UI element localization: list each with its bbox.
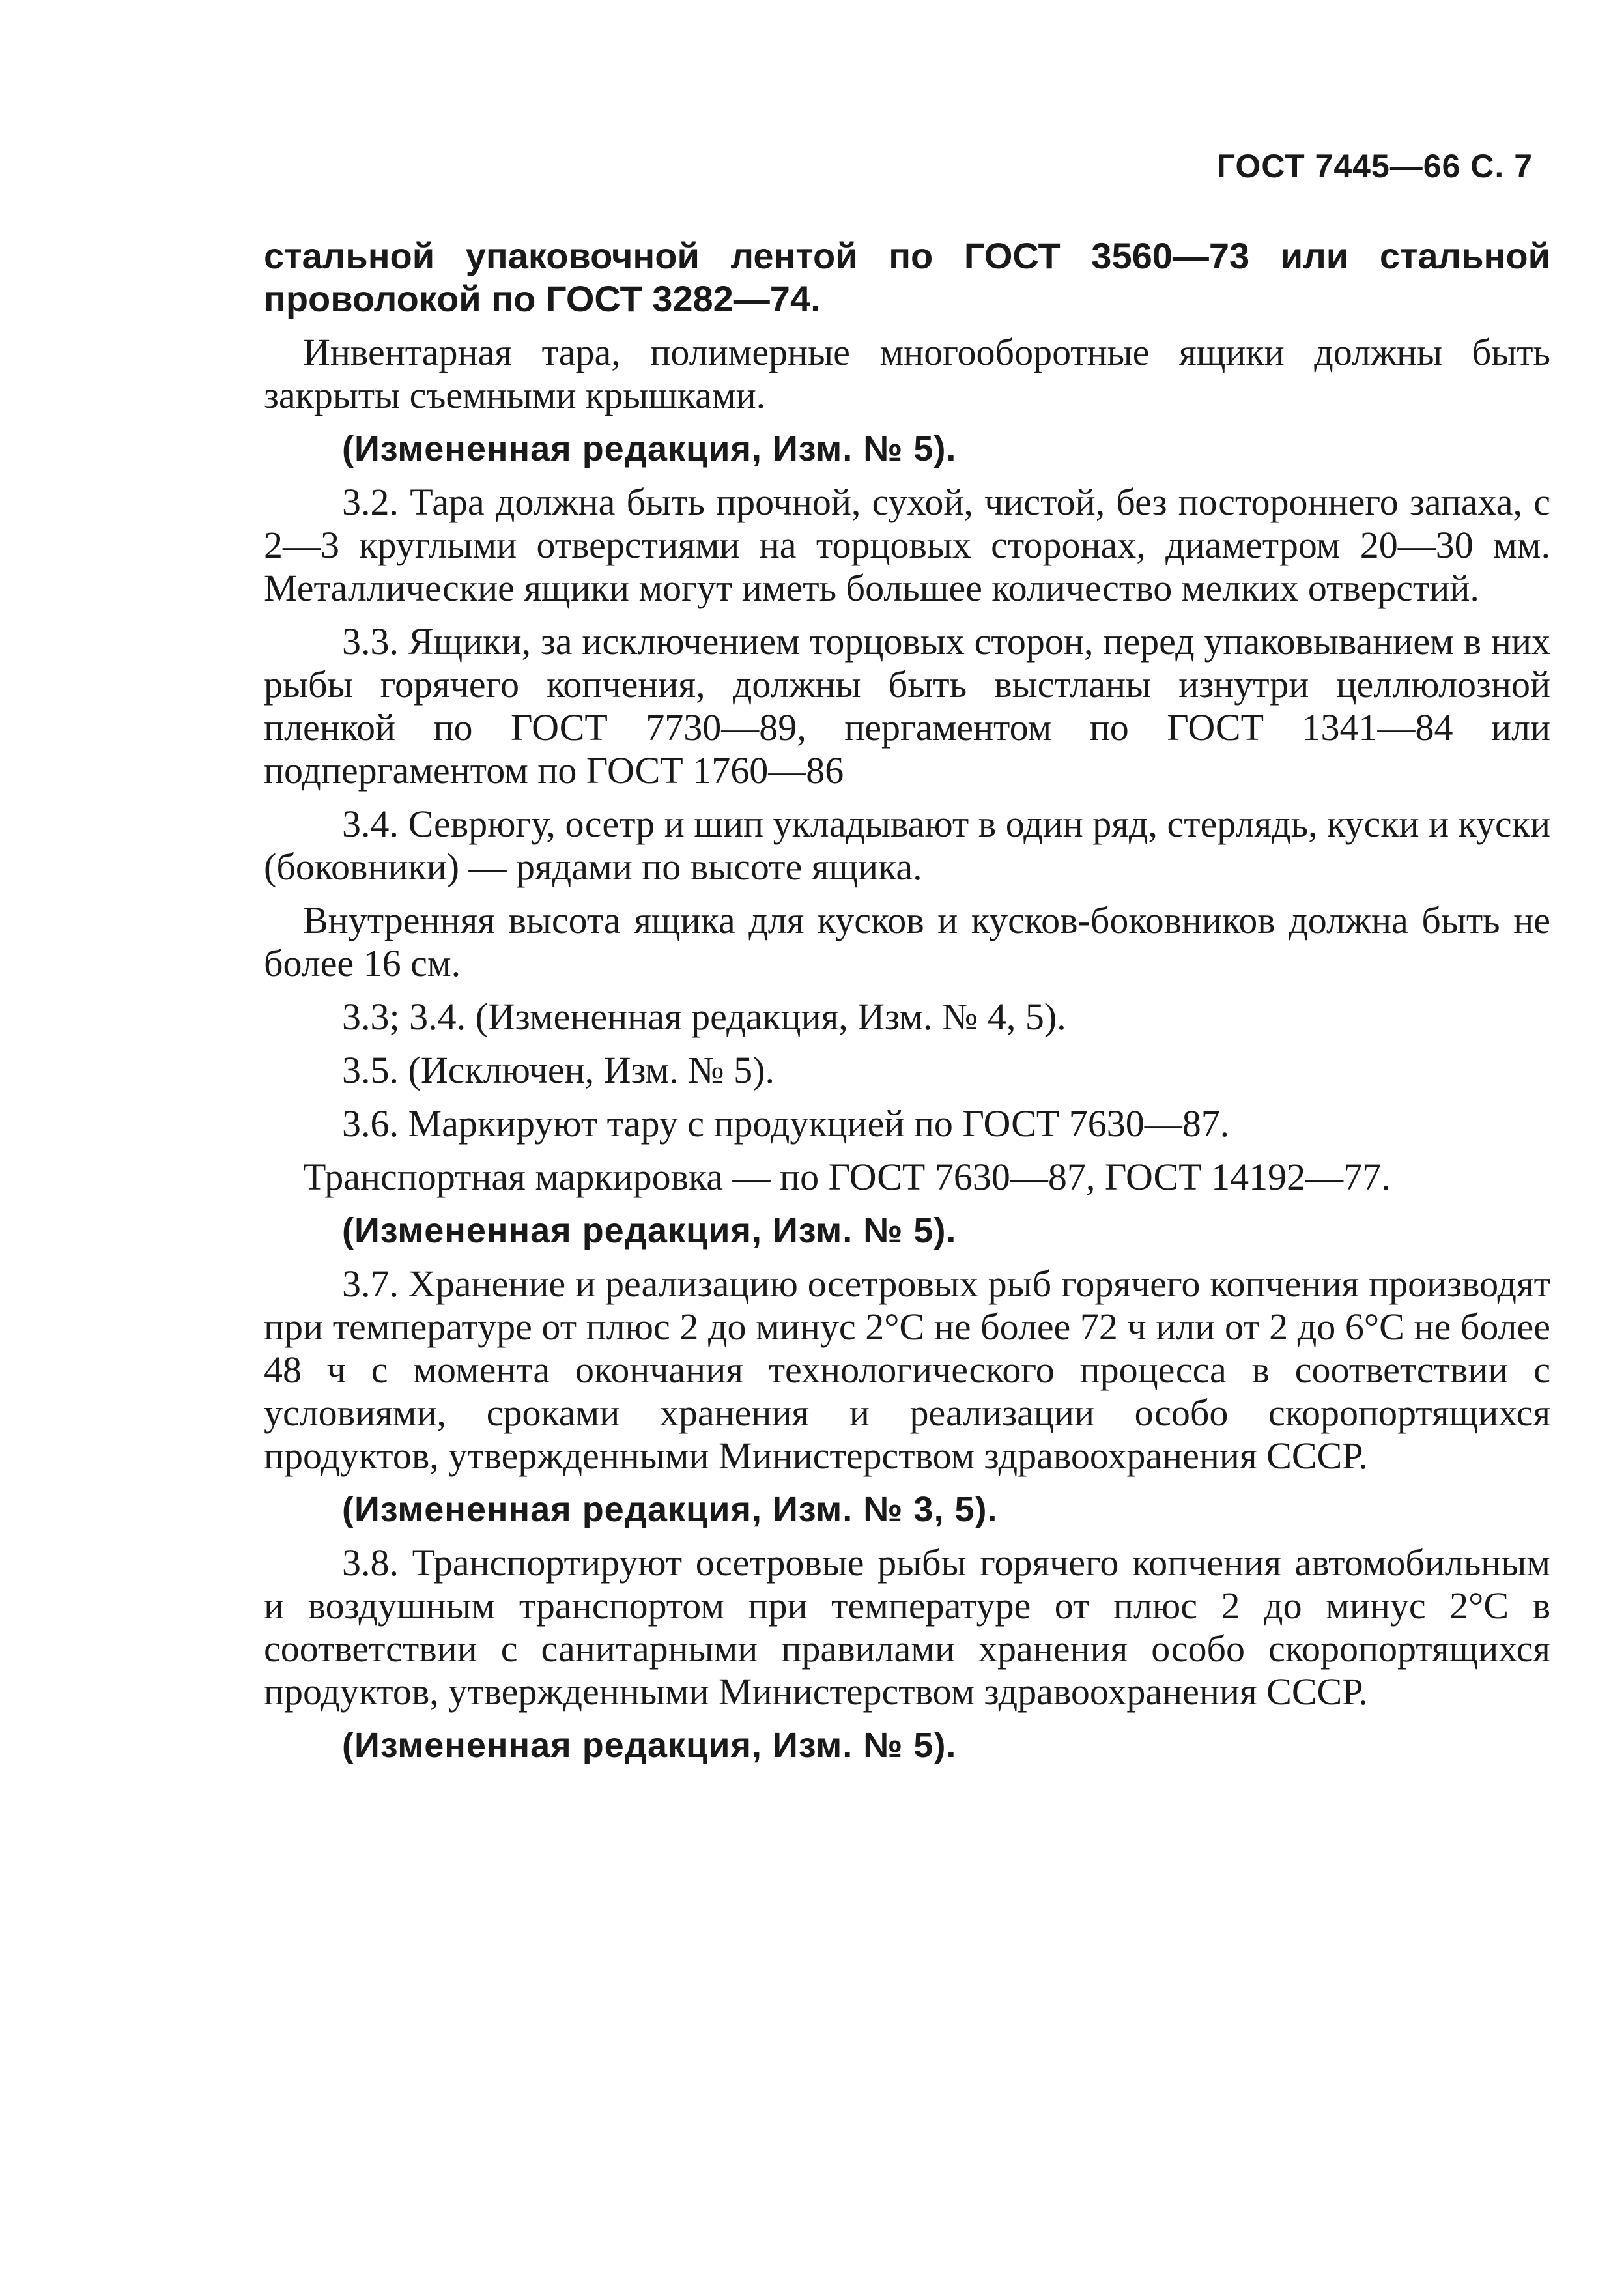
running-header: ГОСТ 7445—66 С. 7 [1216, 148, 1533, 184]
amendment-note: (Измененная редакция, Изм. № 5). [342, 1726, 957, 1765]
paragraph-continuation: стальной упаковочной лентой по ГОСТ 3560—73 или стальной проволокой по ГОСТ 3282—74. [264, 235, 1550, 319]
clause-3-7: 3.7. Хранение и реализацию осетровых рыб горячего копчения производят при температуре от плюс 2 до минус 2°С не более 72 ч или от 2 до 6°С не более 48 ч с момента окончания технологического процесса в соответствии с условиями, сроками хранения и реализации особо скоропортящихся продуктов, утвержденными Министерством здравоохранения СССР. [264, 1263, 1550, 1477]
amendment-note: (Измененная редакция, Изм. № 5). [342, 429, 957, 468]
paragraph-box-height: Внутренняя высота ящика для кусков и кусков-боковников должна быть не более 16 см. [264, 899, 1550, 984]
amendment-note: (Измененная редакция, Изм. № 3, 5). [342, 1490, 998, 1529]
clause-3-4: 3.4. Севрюгу, осетр и шип укладывают в один ряд, стерлядь, куски и куски (боковники) — рядами по высоте ящика. [264, 803, 1550, 888]
amendment-note: 3.3; 3.4. (Измененная редакция, Изм. № 4, 5). [342, 995, 1066, 1038]
paragraph-inventory-tare: Инвентарная тара, полимерные многооборотные ящики должны быть закрыты съемными крышками. [264, 331, 1550, 416]
clause-3-3: 3.3. Ящики, за исключением торцовых сторон, перед упаковыванием в них рыбы горячего копчения, должны быть выстланы изнутри целлюлозной пленкой по ГОСТ 7730—89, пергаментом по ГОСТ 1341—84 или подпергаментом по ГОСТ 1760—86 [264, 620, 1550, 792]
paragraph-transport-marking: Транспортная маркировка — по ГОСТ 7630—87, ГОСТ 14192—77. [303, 1156, 1391, 1198]
clause-3-8: 3.8. Транспортируют осетровые рыбы горячего копчения автомобильным и воздушным транспортом при температуре от плюс 2 до минус 2°С в соответствии с санитарными правилами хранения особо скоропортящихся продуктов, утвержденными Министерством здравоохранения СССР. [264, 1541, 1550, 1713]
amendment-note: (Измененная редакция, Изм. № 5). [342, 1211, 957, 1250]
page-body [264, 235, 1550, 1777]
clause-3-2: 3.2. Тара должна быть прочной, сухой, чистой, без постороннего запаха, с 2—3 круглыми отверстиями на торцовых сторонах, диаметром 20—30 мм. Металлические ящики могут иметь большее количество мелких отверстий. [264, 481, 1550, 609]
clause-3-6: 3.6. Маркируют тару с продукцией по ГОСТ 7630—87. [342, 1102, 1230, 1145]
clause-3-5: 3.5. (Исключен, Изм. № 5). [342, 1049, 775, 1091]
